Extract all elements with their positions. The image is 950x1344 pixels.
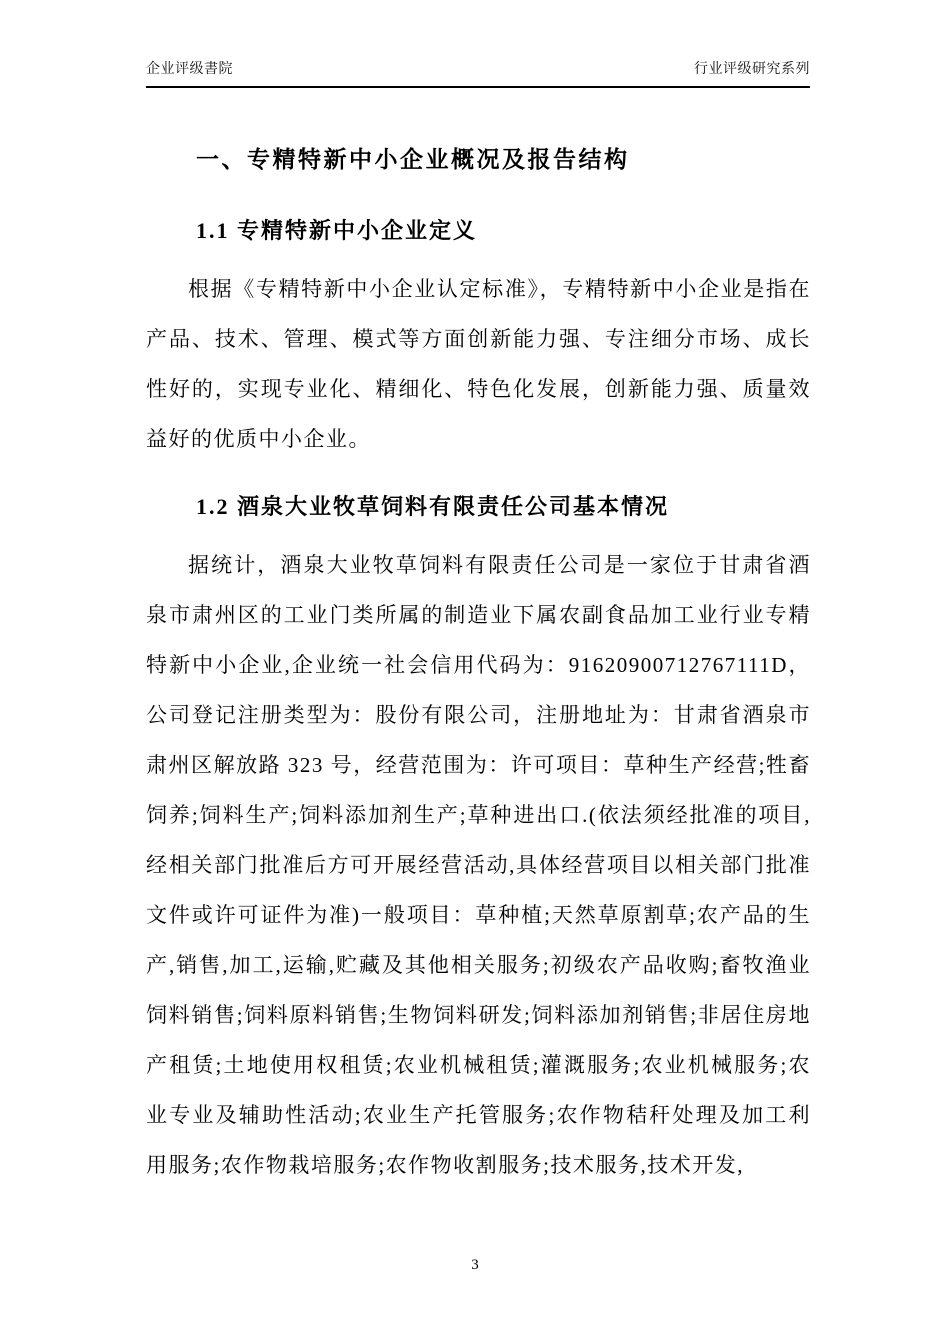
- page-header: [146, 58, 810, 78]
- subsection-1-2-paragraph: 据统计，酒泉大业牧草饲料有限责任公司是一家位于甘肃省酒泉市肃州区的工业门类所属的制造业下属农副食品加工业行业专精特新中小企业,企业统一社会信用代码为：91620900712767111D，公司登记注册类型为：股份有限公司，注册地址为：甘肃省酒泉市肃州区解放路 323 号，经营范围为：许可项目：草种生产经营;牲畜饲养;饲料生产;饲料添加剂生产;草种进出口.(依法须经批准的项目,经相关部门批准后方可开展经营活动,具体经营项目以相关部门批准文件或许可证件为准)一般项目：草种植;天然草原割草;农产品的生产,销售,加工,运输,贮藏及其他相关服务;初级农产品收购;畜牧渔业饲料销售;饲料原料销售;生物饲料研发;饲料添加剂销售;非居住房地产租赁;土地使用权租赁;农业机械租赁;灌溉服务;农业机械服务;农业专业及辅助性活动;农业生产托管服务;农作物秸秆处理及加工利用服务;农作物栽培服务;农作物收割服务;技术服务,技术开发,: [146, 553, 811, 1177]
- subsection-1-2-title: 1.2 酒泉大业牧草饲料有限责任公司基本情况: [196, 494, 670, 519]
- subsection-1-1-paragraph: 根据《专精特新中小企业认定标准》，专精特新中小企业是指在产品、技术、管理、模式等方面创新能力强、专注细分市场、成长性好的，实现专业化、精细化、特色化发展，创新能力强、质量效益好的优质中小企业。: [146, 277, 811, 451]
- page-footer: [0, 1257, 950, 1274]
- page-number: 3: [471, 1257, 479, 1273]
- document-body: [146, 130, 811, 1190]
- subsection-1-1-title: 1.1 专精特新中小企业定义: [196, 218, 478, 243]
- header-divider: [146, 86, 810, 88]
- section-title: 一、专精特新中小企业概况及报告结构: [196, 147, 630, 172]
- header-right-series: 行业评级研究系列: [694, 62, 810, 77]
- header-left-title: 企业评级書院: [146, 62, 233, 77]
